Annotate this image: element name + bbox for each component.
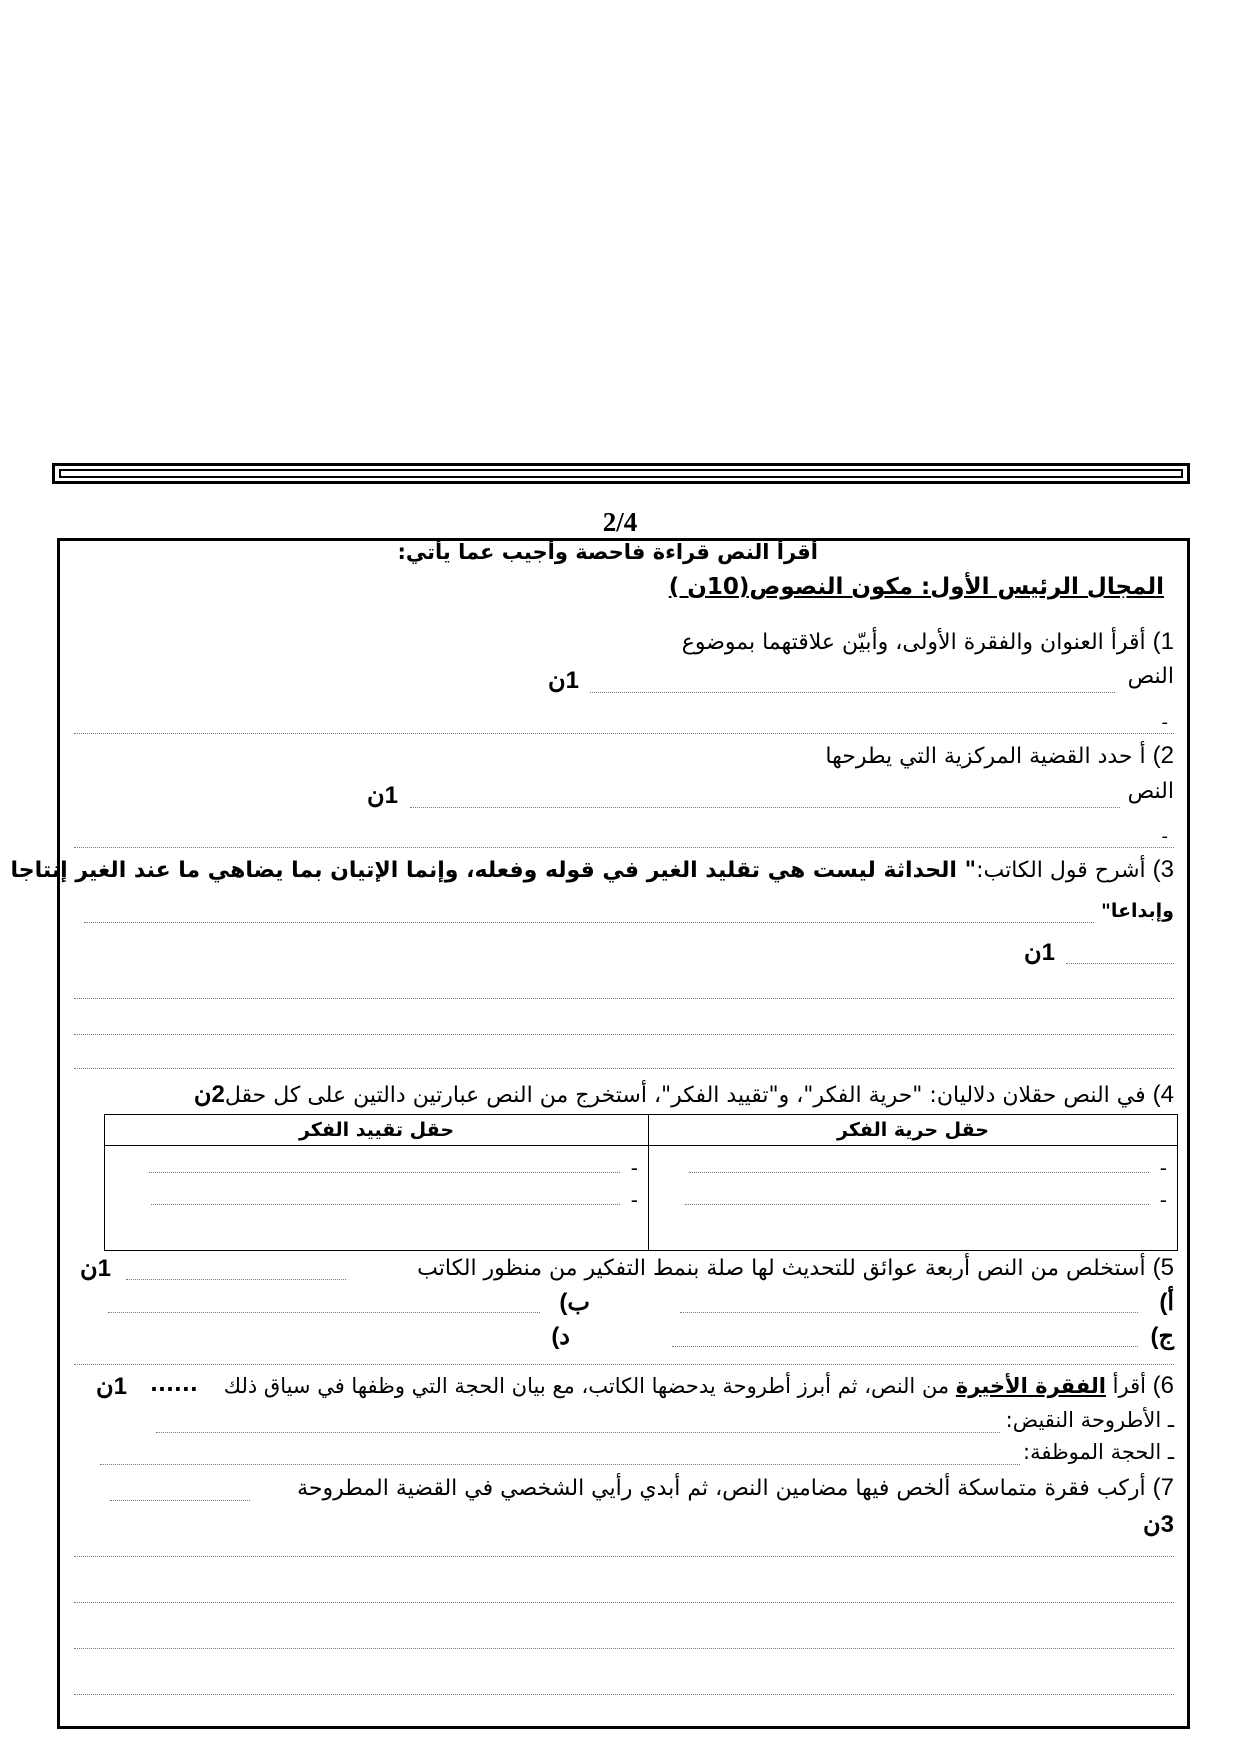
q6-text-bold: الفقرة الأخيرة [955,1374,1106,1398]
q3-quote-end: وإبداعا" [1101,900,1174,922]
q5-label-d: د) [551,1323,570,1350]
freedom-answer-1[interactable] [689,1172,1149,1173]
freedom-answers-cell: - - [649,1146,1178,1251]
q6-text-post: من النص، ثم أبرز أطروحة يدحضها الكاتب، مع بيان الحجة التي وظفها في سياق ذلك [223,1374,950,1398]
q3-quote: " الحداثة ليست هي تقليد الغير في قوله وفعله، وإنما الإتيان بما يضاهي ما عند الغير إنتاجا [10,858,977,883]
q7-text: أركب فقرة متماسكة ألخص فيها مضامين النص، ثم أبدي رأيي الشخصي في القضية المطروحة [297,1476,1146,1501]
q5-number: 5) [1152,1254,1174,1281]
q5-label-c: ج) [1150,1323,1174,1350]
q5-answer-c[interactable] [672,1346,1138,1347]
q1-number: 1) [1152,628,1174,655]
q3-answer-inline[interactable] [84,922,1094,923]
col-header-restriction: حقل تقييد الفكر [105,1115,649,1146]
q5-answer-b[interactable] [108,1312,540,1313]
q2-number: 2) [1152,742,1174,769]
q6-thesis-answer[interactable] [156,1432,1000,1433]
page-number: 2/4 [602,507,638,537]
question-1 [682,628,1174,656]
q2-line2: النص [1127,779,1174,804]
q7-points: 3ن [1143,1511,1174,1538]
q2-answer-inline[interactable] [410,807,1120,808]
q7-answer-inline[interactable] [110,1500,250,1501]
q5-points: 1ن [80,1255,111,1282]
q5-label-a: أ) [1159,1289,1174,1316]
q1-points: 1ن [548,667,579,694]
q1-text: أقرأ العنوان والفقرة الأولى، وأبيّن علاقتهما بموضوع [681,630,1146,655]
section-title: المجال الرئيس الأول: مكون النصوص(10ن ) [668,574,1164,600]
q1-line2: النص [1127,664,1174,689]
q3-points: 1ن [1024,939,1055,966]
q5-answer-inline[interactable] [126,1279,346,1280]
q4-number: 4) [1152,1081,1174,1108]
q7-answer-line-2[interactable] [74,1602,1174,1603]
q2-points: 1ن [367,782,398,809]
q5-label-b: ب) [559,1289,590,1316]
restriction-answer-2[interactable] [151,1204,620,1205]
col-header-freedom: حقل حرية الفكر [649,1115,1178,1146]
q3-answer-line-1[interactable] [74,998,1174,999]
q7-answer-line-3[interactable] [74,1648,1174,1649]
q6-points: 1ن [96,1373,127,1400]
q5-answer-extra[interactable] [74,1364,1174,1365]
restriction-answer-1[interactable] [149,1172,620,1173]
freedom-answer-2[interactable] [685,1204,1149,1205]
q5-answer-a[interactable] [680,1312,1138,1313]
q2-text: أ حدد القضية المركزية التي يطرحها [825,744,1146,769]
q3-answer-line-3[interactable] [74,1068,1174,1069]
question-3 [11,856,1174,884]
instructions: أقرأ النص قراءة فاحصة وأجيب عما يأتي: [397,540,818,564]
question-2 [825,742,1174,770]
semantic-fields-table [104,1114,1178,1251]
q3-text: أشرح قول الكاتب: [976,858,1146,883]
q4-points: 2ن [193,1081,225,1108]
q3-answer-short[interactable] [1066,963,1174,964]
restriction-answers-cell: - - [105,1146,649,1251]
q7-answer-line-4[interactable] [74,1694,1174,1695]
q6-argument-label: ـ الحجة الموظفة: [1023,1440,1174,1464]
q1-answer-inline[interactable] [590,692,1115,693]
q5-text: أستخلص من النص أربعة عوائق للتحديث لها صلة بنمط التفكير من منظور الكاتب [417,1256,1146,1281]
q3-number: 3) [1152,856,1174,883]
q2-answer-line[interactable] [74,847,1174,848]
q6-argument-answer[interactable] [100,1464,1020,1465]
q6-thesis-label: ـ الأطروحة النقيض: [1005,1408,1174,1432]
q6-number: 6) [1152,1372,1174,1399]
q6-text-pre: أقرأ [1112,1374,1146,1398]
q7-number: 7) [1152,1474,1174,1501]
question-5 [417,1254,1174,1282]
q4-text: في النص حقلان دلاليان: "حرية الفكر"، و"تقييد الفكر"، أستخرج من النص عبارتين دالتين على كل حقل [224,1083,1146,1108]
question-4 [194,1080,1174,1109]
header-divider [52,463,1190,484]
q1-answer-line[interactable] [74,733,1174,734]
question-6 [224,1372,1174,1400]
q3-answer-line-2[interactable] [74,1034,1174,1035]
question-7 [297,1474,1174,1502]
q7-answer-line-1[interactable] [74,1556,1174,1557]
